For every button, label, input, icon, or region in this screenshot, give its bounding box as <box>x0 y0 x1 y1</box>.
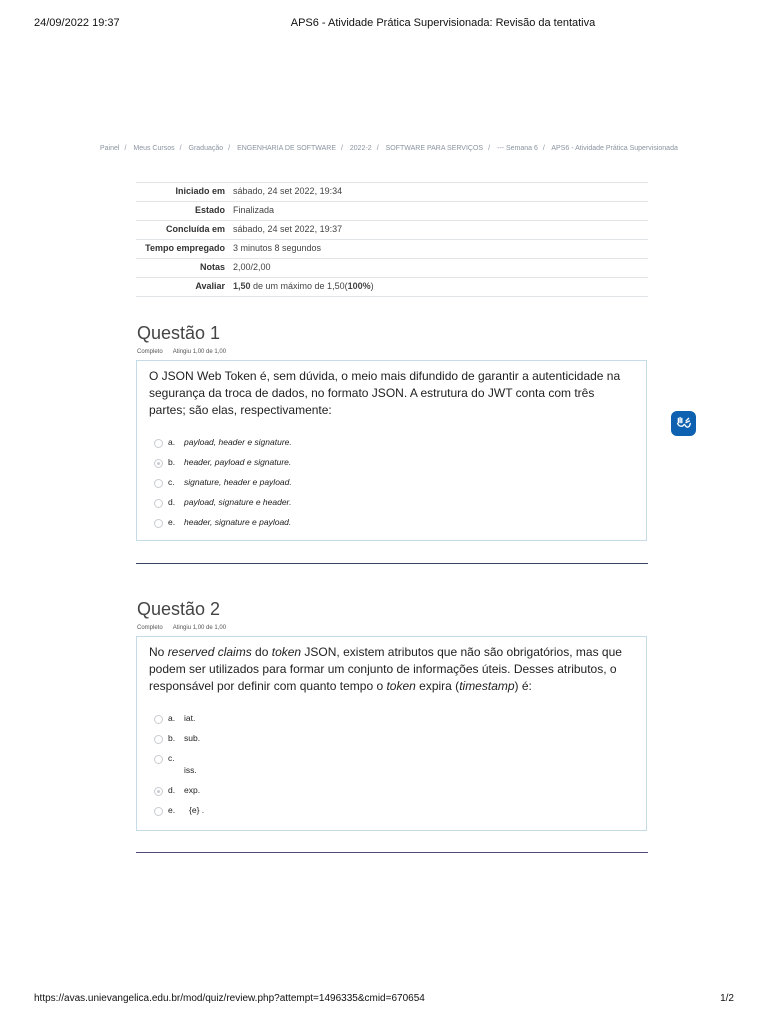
summary-value: Finalizada <box>229 202 648 221</box>
option-text: iat. <box>184 713 196 723</box>
radio-button-selected[interactable] <box>154 459 163 468</box>
radio-button[interactable] <box>154 807 163 816</box>
grade-percent: 100% <box>347 281 371 291</box>
option-letter: b. <box>168 457 176 467</box>
summary-row-completed <box>136 221 648 240</box>
text-part: expira ( <box>415 679 460 693</box>
breadcrumb <box>100 145 678 152</box>
option-letter: e. <box>168 517 176 527</box>
question-2-text <box>149 644 634 695</box>
question-1-option-d[interactable] <box>149 496 634 516</box>
grade-score: 1,50 <box>233 281 251 291</box>
breadcrumb-separator: / <box>542 145 545 152</box>
breadcrumb-atividade[interactable]: APS6 - Atividade Prática Supervisionada <box>551 145 678 152</box>
question-1-option-e[interactable] <box>149 516 634 536</box>
print-url: https://avas.unievangelica.edu.br/mod/quiz/review.php?attempt=1496335&cmid=670654 <box>34 993 425 1004</box>
print-date: 24/09/2022 19:37 <box>34 17 120 29</box>
summary-row-state <box>136 202 648 221</box>
question-1-option-c[interactable] <box>149 476 634 496</box>
option-text: {e} . <box>189 805 205 815</box>
question-1-text: O JSON Web Token é, sem dúvida, o meio mais difundido de garantir a autenticidade na segurança da troca de dados, no formato JSON. A estrutura do JWT conta com três partes; são elas, respectivamente: <box>149 369 621 417</box>
breadcrumb-separator: / <box>179 145 182 152</box>
breadcrumb-separator: / <box>488 145 491 152</box>
option-text: payload, header e signature. <box>184 437 292 447</box>
radio-button[interactable] <box>154 715 163 724</box>
question-2-option-c[interactable] <box>149 752 634 784</box>
breadcrumb-separator: / <box>124 145 127 152</box>
question-2-title: Questão 2 <box>137 599 221 619</box>
summary-label: Estado <box>136 202 229 221</box>
question-status: Completo <box>137 625 163 631</box>
option-text: iss. <box>184 765 197 775</box>
summary-row-time-taken <box>136 240 648 259</box>
option-text: signature, header e payload. <box>184 477 292 487</box>
summary-label: Avaliar <box>136 278 229 297</box>
question-2-option-e[interactable] <box>149 804 634 824</box>
option-letter: d. <box>168 785 176 795</box>
breadcrumb-painel[interactable]: Painel <box>100 145 120 152</box>
text-part-italic: token <box>386 679 416 693</box>
question-2-option-b[interactable] <box>149 732 634 752</box>
sign-language-hands-icon <box>675 415 692 432</box>
question-2-option-a[interactable] <box>149 712 634 732</box>
summary-label: Notas <box>136 259 229 278</box>
breadcrumb-separator: / <box>376 145 379 152</box>
option-text: sub. <box>184 733 201 743</box>
option-letter: c. <box>168 477 175 487</box>
radio-button[interactable] <box>154 439 163 448</box>
text-part: JSON, existem atributos que não são obrigatórios, mas que podem ser utilizados para formar um conjunto de informações úteis. Desses atributos, o responsável por definir com quanto tempo o <box>149 645 622 693</box>
question-divider <box>136 563 648 564</box>
text-part-italic: token <box>271 645 302 659</box>
option-letter: c. <box>168 753 175 763</box>
radio-button[interactable] <box>154 519 163 528</box>
summary-value: 2,00/2,00 <box>229 259 648 278</box>
radio-button[interactable] <box>154 735 163 744</box>
text-part: ) é: <box>514 679 532 693</box>
question-2-meta <box>137 625 226 631</box>
radio-button[interactable] <box>154 755 163 764</box>
option-text: payload, signature e header. <box>184 497 292 507</box>
option-letter: a. <box>168 713 176 723</box>
summary-label: Iniciado em <box>136 183 229 202</box>
question-2-box <box>136 636 647 831</box>
text-part-italic: timestamp <box>459 679 515 693</box>
option-text: exp. <box>184 785 201 795</box>
grade-middle: de um máximo de 1,50( <box>250 281 348 291</box>
breadcrumb-separator: / <box>228 145 231 152</box>
breadcrumb-separator: / <box>340 145 343 152</box>
summary-row-marks <box>136 259 648 278</box>
summary-row-started <box>136 183 648 202</box>
attempt-summary-table <box>136 182 648 297</box>
question-1-option-b[interactable] <box>149 456 634 476</box>
breadcrumb-meus-cursos[interactable]: Meus Cursos <box>133 145 175 152</box>
summary-value: 3 minutos 8 segundos <box>229 240 648 259</box>
question-1-title: Questão 1 <box>137 323 221 343</box>
question-2-option-d[interactable] <box>149 784 634 804</box>
breadcrumb-disciplina[interactable]: SOFTWARE PARA SERVIÇOS <box>385 145 484 152</box>
question-status: Completo <box>137 349 163 355</box>
option-letter: e. <box>168 805 176 815</box>
summary-value <box>229 278 648 297</box>
breadcrumb-periodo[interactable]: 2022-2 <box>349 145 372 152</box>
summary-value: sábado, 24 set 2022, 19:37 <box>229 221 648 240</box>
grade-end: ) <box>370 281 374 291</box>
question-1-option-a[interactable] <box>149 436 634 456</box>
text-part: No <box>149 645 168 659</box>
radio-button[interactable] <box>154 499 163 508</box>
text-part: do <box>251 645 272 659</box>
option-text: header, payload e signature. <box>184 457 292 467</box>
option-letter: d. <box>168 497 176 507</box>
breadcrumb-semana[interactable]: --- Semana 6 <box>497 145 538 152</box>
summary-label: Tempo empregado <box>136 240 229 259</box>
option-letter: b. <box>168 733 176 743</box>
radio-button-selected[interactable] <box>154 787 163 796</box>
question-1-meta <box>137 349 226 355</box>
question-mark: Atingiu 1,00 de 1,00 <box>172 625 227 631</box>
print-page-number: 1/2 <box>720 993 734 1004</box>
summary-row-grade <box>136 278 648 297</box>
radio-button[interactable] <box>154 479 163 488</box>
summary-label: Concluída em <box>136 221 229 240</box>
question-divider <box>136 852 648 853</box>
text-part-italic: reserved claims <box>167 645 252 659</box>
print-page-title: APS6 - Atividade Prática Supervisionada: Revisão da tentativa <box>290 17 596 29</box>
question-mark: Atingiu 1,00 de 1,00 <box>172 349 227 355</box>
question-1-box <box>136 360 647 541</box>
option-text: header, signature e payload. <box>184 517 292 527</box>
breadcrumb-curso[interactable]: ENGENHARIA DE SOFTWARE <box>237 145 336 152</box>
option-letter: a. <box>168 437 176 447</box>
accessibility-button[interactable] <box>671 411 696 436</box>
breadcrumb-graduacao[interactable]: Graduação <box>188 145 224 152</box>
summary-value: sábado, 24 set 2022, 19:34 <box>229 183 648 202</box>
